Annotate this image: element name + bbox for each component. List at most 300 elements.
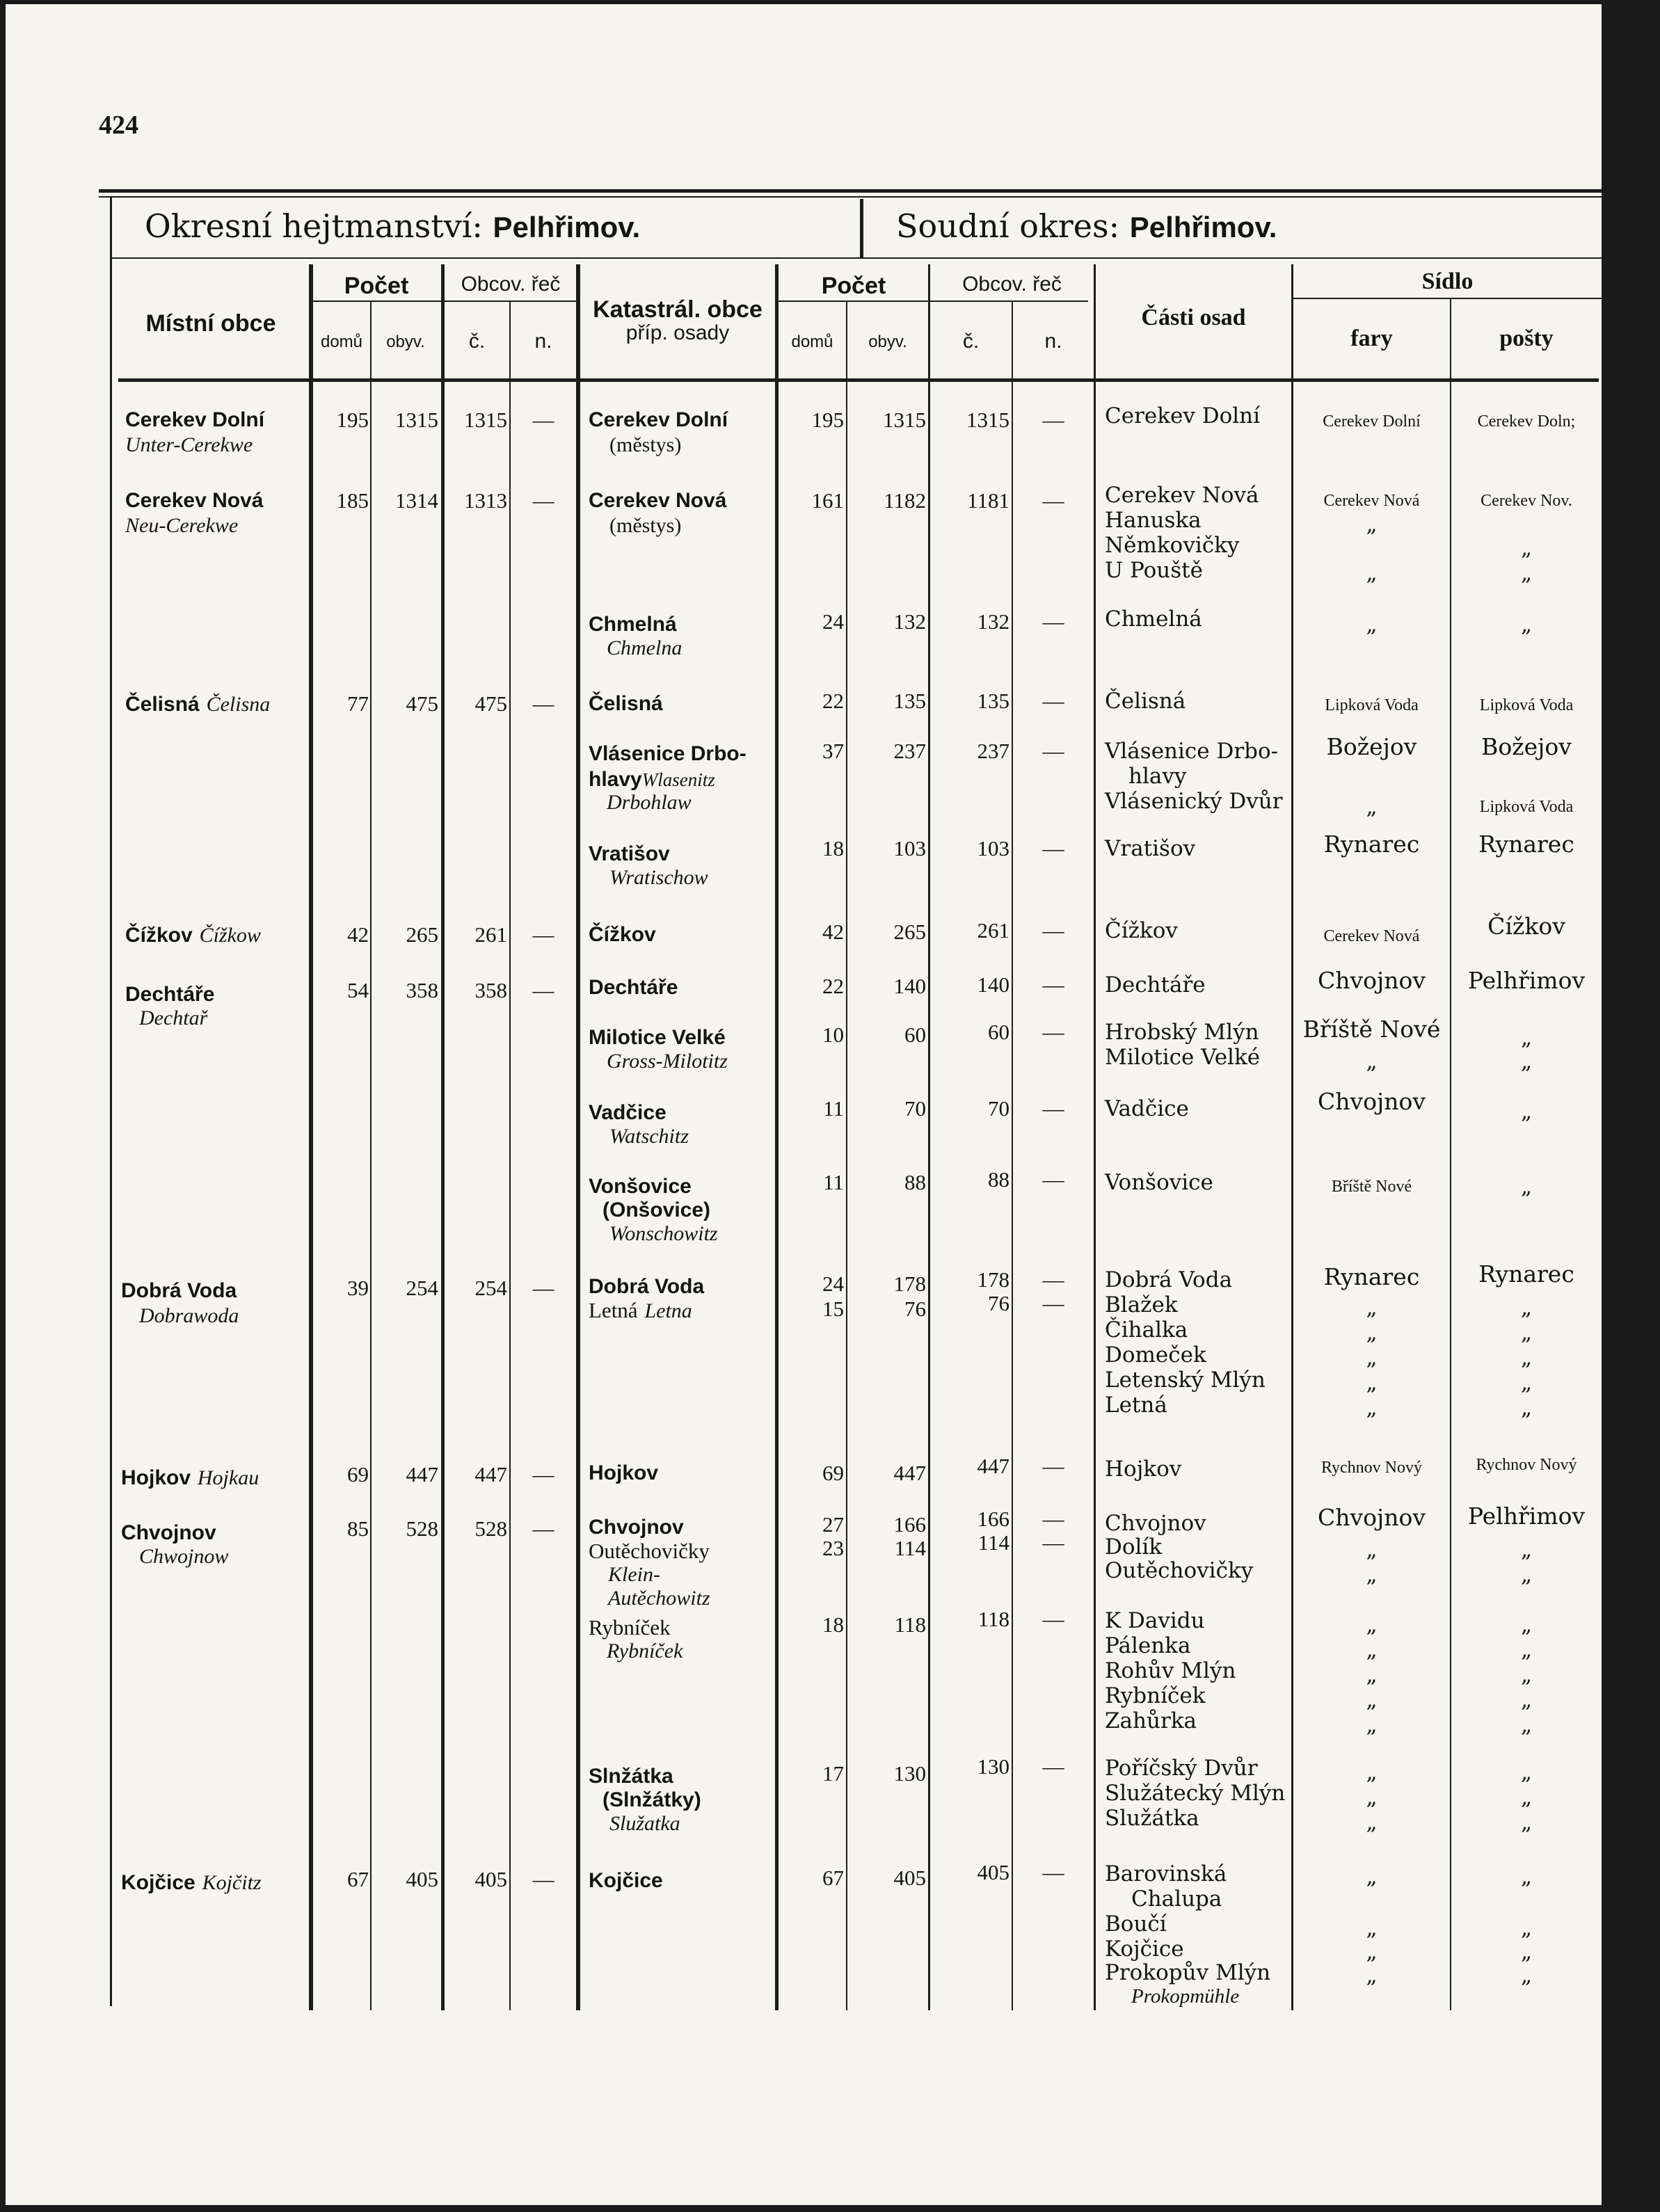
municipality-german: Kojčitz xyxy=(202,1871,262,1894)
cadastral-czech: 237 xyxy=(977,739,1009,763)
cadastral-name: Dobrá Voda xyxy=(589,1275,705,1298)
parish-seat: Chvojnov xyxy=(1317,1504,1426,1531)
municipality-population: 447 xyxy=(406,1462,438,1486)
cadastral-houses: 18 xyxy=(822,836,844,860)
municipality-row xyxy=(121,1465,259,1491)
municipality-houses: 185 xyxy=(336,488,369,513)
part-name: Chvojnov xyxy=(1105,1511,1206,1536)
municipality-row xyxy=(121,1870,262,1896)
post-office: „ xyxy=(1520,1174,1533,1199)
cadastral-population: 237 xyxy=(893,739,926,763)
cadastral-name: Milotice Velké xyxy=(589,1026,726,1049)
part-name: Blažek xyxy=(1105,1292,1178,1317)
cadastral-note: (městys) xyxy=(609,433,682,456)
post-office: „ xyxy=(1520,1713,1533,1738)
municipality-german-speakers: — xyxy=(532,1516,554,1541)
municipality-houses: 39 xyxy=(347,1276,369,1300)
cadastral-name: Chvojnov xyxy=(589,1516,684,1539)
col-header-n-2: n. xyxy=(1044,330,1062,353)
col-header-obyv: obyv. xyxy=(386,332,425,351)
parish-seat: „ xyxy=(1366,1785,1378,1810)
municipality-name: Dobrá Voda xyxy=(121,1279,237,1302)
parish-seat: Božejov xyxy=(1326,733,1417,760)
cadastral-german: Watschitz xyxy=(609,1125,689,1148)
cadastral-name: Vratišov xyxy=(589,842,670,865)
cadastral-houses: 24 xyxy=(822,609,844,634)
municipality-german-speakers: — xyxy=(532,1276,554,1300)
part-name: U Pouště xyxy=(1105,558,1203,583)
col-header-posty: pošty xyxy=(1499,326,1554,351)
municipality-row xyxy=(125,922,261,948)
post-office: „ xyxy=(1520,1537,1533,1562)
parish-seat: Cerekev Nová xyxy=(1323,492,1420,510)
part-name-cont: Chalupa xyxy=(1131,1886,1222,1912)
cadastral-population: 130 xyxy=(893,1761,926,1786)
col-header-obcov-rec: Obcov. řeč xyxy=(461,273,561,296)
col-line-3 xyxy=(441,264,445,2010)
cadastral-german-line2: Autěchowitz xyxy=(608,1587,710,1610)
post-office: „ xyxy=(1520,1939,1533,1964)
municipality-german-speakers: — xyxy=(532,691,554,716)
col-header-mistni-obce: Místní obce xyxy=(145,310,276,337)
post-office: „ xyxy=(1520,561,1533,586)
cadastral-czech: 70 xyxy=(988,1096,1009,1121)
part-name: Němkovičky xyxy=(1105,533,1240,558)
municipality-german: Hojkau xyxy=(197,1466,260,1489)
col-line-10 xyxy=(1094,264,1096,2010)
cadastral-german: Gross-Milotitz xyxy=(607,1050,728,1073)
col-line-7 xyxy=(846,300,847,2010)
part-name: Poříčský Dvůr xyxy=(1105,1756,1258,1781)
cadastral-czech: 140 xyxy=(977,972,1009,997)
cadastral-houses: 11 xyxy=(823,1096,844,1121)
district-heading: Okresní hejtmanství: Pelhřimov. xyxy=(145,207,641,245)
parish-seat: Chvojnov xyxy=(1317,967,1426,994)
municipality-population: 528 xyxy=(406,1516,438,1541)
cadastral-german-speakers: — xyxy=(1042,836,1064,860)
col-header-c: č. xyxy=(468,330,486,353)
col-header-obyv-2: obyv. xyxy=(868,332,907,351)
parish-seat: „ xyxy=(1366,1562,1378,1587)
col-line-1 xyxy=(309,264,313,2010)
part-name: Boučí xyxy=(1105,1912,1167,1937)
part-name: Rybníček xyxy=(1105,1683,1206,1708)
column-header-bottom-rule xyxy=(118,378,1599,382)
col-header-fary: fary xyxy=(1350,326,1393,351)
parish-seat: Rynarec xyxy=(1323,831,1420,858)
part-name: Zahůrka xyxy=(1105,1708,1197,1733)
cadastral-german-speakers: — xyxy=(1042,918,1064,943)
cadastral-czech: 166 xyxy=(977,1507,1009,1531)
municipality-german: Čelisna xyxy=(206,693,271,716)
post-office: „ xyxy=(1520,1562,1533,1587)
cadastral-name: Chmelná xyxy=(589,613,677,636)
post-office: Božejov xyxy=(1481,733,1572,760)
cadastral-name: Vlásenice Drbo- xyxy=(589,742,747,765)
parish-seat: „ xyxy=(1366,561,1378,586)
municipality-german-speakers: — xyxy=(532,922,554,947)
part-name: Cerekev Dolní xyxy=(1105,403,1261,428)
parish-seat: „ xyxy=(1366,1916,1378,1941)
part-name-cont: hlavy xyxy=(1128,764,1187,789)
part-name: Vlásenice Drbo- xyxy=(1105,739,1279,764)
parish-seat: „ xyxy=(1366,1537,1378,1562)
col-header-domu: domů xyxy=(320,332,363,351)
parish-seat: „ xyxy=(1366,512,1378,537)
cadastral-name-line2 xyxy=(589,767,715,792)
cadastral-population: 60 xyxy=(904,1023,926,1047)
col-header-prip-osady: příp. osady xyxy=(625,321,730,344)
parish-seat: „ xyxy=(1366,612,1378,637)
col-line-2 xyxy=(370,300,372,2010)
municipality-czech: 405 xyxy=(474,1867,507,1891)
part-name: Vonšovice xyxy=(1105,1170,1213,1195)
cadastral-german: Služatka xyxy=(609,1812,680,1835)
part-name: Milotice Velké xyxy=(1105,1045,1261,1070)
municipality-german: Unter-Cerekwe xyxy=(125,433,253,456)
left-border xyxy=(110,198,112,2006)
parish-seat: „ xyxy=(1366,1688,1378,1713)
cadastral-german-speakers: — xyxy=(1042,1096,1064,1121)
col-header-katastral: Katastrál. obce xyxy=(593,296,763,323)
cadastral-name: Slnžátka xyxy=(589,1765,673,1788)
cadastral-population: 265 xyxy=(893,920,926,944)
cadastral-houses: 22 xyxy=(822,689,844,713)
cadastral-name: Cerekev Dolní xyxy=(589,408,728,431)
municipality-name: Čelisná xyxy=(125,693,200,716)
cadastral-population: 140 xyxy=(893,974,926,998)
municipality-czech: 261 xyxy=(474,922,507,947)
cadastral-name: Čelisná xyxy=(589,692,663,715)
municipality-name: Hojkov xyxy=(121,1466,191,1489)
parish-seat: „ xyxy=(1366,1939,1378,1964)
cadastral-population: 405 xyxy=(893,1866,926,1890)
post-office: Rynarec xyxy=(1478,831,1574,858)
cadastral-czech: 261 xyxy=(977,918,1009,943)
post-office: Čížkov xyxy=(1487,913,1565,940)
post-office: „ xyxy=(1520,1049,1533,1074)
header-divider xyxy=(860,199,863,259)
municipality-houses: 85 xyxy=(347,1516,369,1541)
post-office: Lipková Voda xyxy=(1479,798,1574,816)
cadastral-name-alt: (Onšovice) xyxy=(602,1199,711,1221)
part-name: Vadčice xyxy=(1105,1096,1189,1121)
cadastral-population: 166 xyxy=(893,1512,926,1537)
cadastral-czech: 178 xyxy=(977,1267,1009,1292)
post-office: „ xyxy=(1520,1688,1533,1713)
municipality-population: 1315 xyxy=(395,408,438,432)
cadastral-name-alt: (Slnžátky) xyxy=(602,1788,701,1811)
cadastral-german: Chmelna xyxy=(607,636,683,659)
cadastral-population: 1315 xyxy=(883,408,926,432)
cadastral-name: Vonšovice xyxy=(589,1175,692,1198)
parish-seat: „ xyxy=(1366,1713,1378,1738)
cadastral-german-speakers: — xyxy=(1042,1860,1064,1884)
cadastral-name: Rybníček xyxy=(589,1615,671,1640)
municipality-name: Dechtáře xyxy=(125,983,215,1006)
cadastral-population: 178 xyxy=(893,1272,926,1296)
parish-seat: „ xyxy=(1366,794,1378,819)
cadastral-german-speakers: — xyxy=(1042,1507,1064,1531)
part-name: Dobrá Voda xyxy=(1105,1267,1233,1292)
municipality-german: Neu-Cerekwe xyxy=(125,514,239,537)
cadastral-population: 88 xyxy=(904,1170,926,1194)
cadastral-name: Kojčice xyxy=(589,1869,663,1892)
part-name: Prokopův Mlýn xyxy=(1105,1960,1271,1985)
post-office: „ xyxy=(1520,1785,1533,1810)
municipality-german-speakers: — xyxy=(532,1462,554,1486)
cadastral-czech: 1315 xyxy=(966,408,1009,432)
municipality-czech: 1313 xyxy=(464,488,507,513)
cadastral-note: (městys) xyxy=(609,514,682,537)
post-office: „ xyxy=(1520,1916,1533,1941)
municipality-czech: 528 xyxy=(474,1516,507,1541)
cadastral-houses: 17 xyxy=(822,1761,844,1786)
parish-seat: Cerekev Nová xyxy=(1323,927,1420,945)
col-header-pocet: Počet xyxy=(344,273,409,299)
municipality-row xyxy=(125,691,270,717)
cadastral-german: Wonschowitz xyxy=(609,1222,718,1245)
post-office: „ xyxy=(1520,1963,1533,1988)
cadastral-czech: 88 xyxy=(988,1167,1009,1192)
cadastral-german-speakers: — xyxy=(1042,1020,1064,1044)
parish-seat: Bříště Nové xyxy=(1331,1178,1412,1196)
part-german: Prokopmühle xyxy=(1131,1985,1240,2007)
parish-seat: „ xyxy=(1366,1049,1378,1074)
cadastral-german-speakers: — xyxy=(1042,1530,1064,1555)
part-name: Letná xyxy=(1105,1393,1167,1418)
cadastral-german-speakers: — xyxy=(1042,488,1064,513)
municipality-population: 1314 xyxy=(395,488,438,513)
cadastral-german: Letna xyxy=(644,1299,692,1322)
parish-seat: „ xyxy=(1366,1637,1378,1662)
municipality-population: 405 xyxy=(406,1867,438,1891)
cadastral-name: Čížkov xyxy=(589,923,656,946)
cadastral-german-speakers: — xyxy=(1042,408,1064,432)
cadastral-population: 70 xyxy=(904,1096,926,1121)
post-office: „ xyxy=(1520,1025,1533,1050)
part-name: Čelisná xyxy=(1105,689,1186,714)
part-name: Vratišov xyxy=(1105,836,1196,861)
cadastral-czech: 1181 xyxy=(967,488,1009,513)
cadastral-population: 132 xyxy=(893,609,926,634)
part-name: Domeček xyxy=(1105,1343,1206,1368)
post-office: Lipková Voda xyxy=(1479,696,1574,714)
post-office: „ xyxy=(1520,1345,1533,1370)
parish-seat: „ xyxy=(1366,1864,1378,1889)
post-office: „ xyxy=(1520,1370,1533,1395)
cadastral-name: Cerekev Nová xyxy=(589,489,727,512)
cadastral-houses: 37 xyxy=(822,739,844,763)
part-name: Chmelná xyxy=(1105,607,1202,632)
post-office: „ xyxy=(1520,1810,1533,1835)
post-office: „ xyxy=(1520,612,1533,637)
municipality-name: Čížkov xyxy=(125,924,193,947)
municipality-houses: 195 xyxy=(336,408,369,432)
post-office: „ xyxy=(1520,1760,1533,1785)
post-office: Cerekev Nov. xyxy=(1481,492,1572,510)
parish-seat: „ xyxy=(1366,1963,1378,1988)
cadastral-german-line2: Drbohlaw xyxy=(607,791,692,814)
cadastral-german-speakers: — xyxy=(1042,1607,1064,1631)
municipality-population: 358 xyxy=(406,978,438,1002)
cadastral-czech: 130 xyxy=(977,1754,1009,1779)
parish-seat: „ xyxy=(1366,1295,1378,1320)
cadastral-name-cont: hlavy xyxy=(589,768,642,791)
cadastral-population: 447 xyxy=(893,1461,926,1485)
municipality-german: Dechtař xyxy=(139,1007,208,1029)
cadastral-population: 135 xyxy=(893,689,926,713)
municipality-houses: 77 xyxy=(347,691,369,716)
municipality-german-speakers: — xyxy=(532,488,554,513)
col-line-5 xyxy=(576,264,580,2010)
part-name: Letenský Mlýn xyxy=(1105,1368,1266,1393)
part-name: Cerekev Nová xyxy=(1105,483,1259,508)
parish-seat: Chvojnov xyxy=(1317,1088,1426,1115)
col-line-4 xyxy=(509,300,511,2010)
cadastral-german: Rybníček xyxy=(607,1640,683,1662)
parish-seat: „ xyxy=(1366,1760,1378,1785)
cadastral-houses: 10 xyxy=(822,1023,844,1047)
post-office: Rychnov Nový xyxy=(1476,1456,1577,1474)
cadastral-name: Letná xyxy=(589,1298,638,1322)
cadastral-german-speakers: — xyxy=(1042,609,1064,634)
cadastral-houses: 15 xyxy=(822,1297,844,1321)
cadastral-houses: 27 xyxy=(822,1512,844,1537)
municipality-czech: 447 xyxy=(474,1462,507,1486)
municipality-population: 265 xyxy=(406,922,438,947)
post-office: Pelhřimov xyxy=(1467,967,1586,994)
cadastral-population: 76 xyxy=(904,1297,926,1321)
part-name: Rohův Mlýn xyxy=(1105,1658,1236,1683)
post-office: Pelhřimov xyxy=(1467,1502,1586,1530)
cadastral-population: 114 xyxy=(894,1536,926,1560)
subheader-rule-right xyxy=(1291,298,1602,299)
municipality-houses: 69 xyxy=(347,1462,369,1486)
page-number: 424 xyxy=(99,111,138,140)
municipality-czech: 475 xyxy=(474,691,507,716)
col-header-casti-osad: Části osad xyxy=(1141,305,1246,330)
cadastral-population: 1182 xyxy=(884,488,926,513)
top-rule xyxy=(99,189,1602,193)
cadastral-german-speakers: — xyxy=(1042,972,1064,997)
court-heading: Soudní okres: Pelhřimov. xyxy=(896,207,1277,245)
col-header-domu-2: domů xyxy=(791,332,833,351)
subheader-rule-left xyxy=(310,300,580,302)
col-header-c-2: č. xyxy=(962,330,980,353)
cadastral-german: Wratischow xyxy=(609,866,708,889)
cadastral-czech: 76 xyxy=(988,1291,1009,1315)
parish-seat: Lipková Voda xyxy=(1325,696,1419,714)
municipality-czech: 1315 xyxy=(464,408,507,432)
municipality-houses: 54 xyxy=(347,978,369,1002)
cadastral-german: Wlasenitz xyxy=(641,769,715,790)
parish-seat: „ xyxy=(1366,1395,1378,1420)
cadastral-german-speakers: — xyxy=(1042,689,1064,713)
cadastral-german-speakers: — xyxy=(1042,1291,1064,1315)
cadastral-houses: 24 xyxy=(822,1272,844,1296)
cadastral-row xyxy=(589,1298,692,1324)
parish-seat: Bříště Nové xyxy=(1302,1016,1441,1043)
top-rule-thin xyxy=(99,196,1602,198)
municipality-german: Dobrawoda xyxy=(139,1304,239,1327)
cadastral-czech: 60 xyxy=(988,1020,1009,1044)
cadastral-german-speakers: — xyxy=(1042,1167,1064,1192)
col-header-n: n. xyxy=(534,330,552,353)
parish-seat: „ xyxy=(1366,1320,1378,1345)
municipality-houses: 42 xyxy=(347,922,369,947)
post-office: „ xyxy=(1520,536,1533,561)
municipality-czech: 254 xyxy=(474,1276,507,1300)
cadastral-houses: 195 xyxy=(811,408,844,432)
parish-seat: Rynarec xyxy=(1323,1263,1420,1290)
post-office: Cerekev Doln; xyxy=(1477,412,1576,431)
cadastral-czech: 135 xyxy=(977,689,1009,713)
part-name: Čihalka xyxy=(1105,1317,1188,1343)
municipality-population: 254 xyxy=(406,1276,438,1300)
parish-seat: „ xyxy=(1366,1612,1378,1637)
municipality-name: Kojčice xyxy=(121,1871,195,1894)
cadastral-czech: 132 xyxy=(977,609,1009,634)
cadastral-population: 103 xyxy=(893,836,926,860)
parish-seat: „ xyxy=(1366,1810,1378,1835)
cadastral-houses: 22 xyxy=(822,974,844,998)
municipality-houses: 67 xyxy=(347,1867,369,1891)
municipality-name: Cerekev Dolní xyxy=(125,408,265,431)
col-line-8 xyxy=(928,264,930,2010)
header-bottom-rule xyxy=(110,257,1602,259)
cadastral-name: Hojkov xyxy=(589,1461,659,1484)
part-name: Služátka xyxy=(1105,1806,1199,1831)
parish-seat: „ xyxy=(1366,1662,1378,1688)
municipality-german-speakers: — xyxy=(532,978,554,1002)
cadastral-czech: 103 xyxy=(977,836,1009,860)
col-header-sidlo: Sídlo xyxy=(1421,269,1474,294)
municipality-german: Čížkow xyxy=(199,924,261,947)
part-name: Služátecký Mlýn xyxy=(1105,1781,1286,1806)
cadastral-houses: 42 xyxy=(822,920,844,944)
cadastral-czech: 114 xyxy=(977,1530,1009,1555)
municipality-german: Chwojnow xyxy=(139,1545,229,1568)
post-office: „ xyxy=(1520,1662,1533,1688)
col-header-obcov-rec-2: Obcov. řeč xyxy=(962,273,1062,296)
subheader-rule-mid xyxy=(776,300,1088,302)
cadastral-czech: 118 xyxy=(977,1607,1009,1631)
cadastral-name: Vadčice xyxy=(589,1101,667,1124)
part-name: Dolík xyxy=(1105,1534,1163,1560)
part-name: Hanuska xyxy=(1105,508,1202,533)
parish-seat: „ xyxy=(1366,1370,1378,1395)
cadastral-german: Klein- xyxy=(608,1563,660,1586)
parish-seat: Cerekev Dolní xyxy=(1323,412,1421,431)
part-name: Hrobský Mlýn xyxy=(1105,1020,1259,1045)
parish-seat: Rychnov Nový xyxy=(1320,1459,1423,1477)
cadastral-houses: 18 xyxy=(822,1612,844,1637)
post-office: „ xyxy=(1520,1637,1533,1662)
cadastral-german-speakers: — xyxy=(1042,1454,1064,1478)
part-name: Dechtáře xyxy=(1105,972,1206,997)
post-office: „ xyxy=(1520,1612,1533,1637)
col-header-pocet-2: Počet xyxy=(821,273,886,299)
cadastral-houses: 23 xyxy=(822,1536,844,1560)
cadastral-german-speakers: — xyxy=(1042,739,1064,763)
municipality-czech: 358 xyxy=(474,978,507,1002)
part-name: Kojčice xyxy=(1105,1937,1184,1962)
municipality-name: Chvojnov xyxy=(121,1521,216,1544)
cadastral-houses: 67 xyxy=(822,1866,844,1890)
scan-border xyxy=(1602,0,1660,2212)
cadastral-german-speakers: — xyxy=(1042,1267,1064,1292)
